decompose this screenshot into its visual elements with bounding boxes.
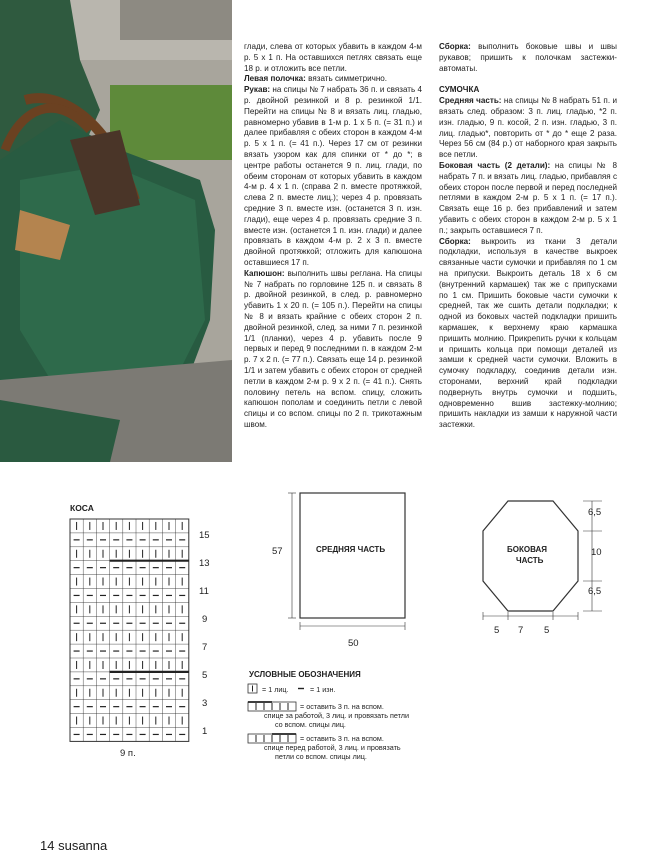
paragraph: глади, слева от которых убавить в каждом 4-м р. 5 х 1 п. На оставшихся петлях связать еще 18 р. и отложить все петли.: [244, 42, 422, 73]
side-width-2: 7: [518, 625, 524, 636]
paragraph: выкроить из ткани 3 детали подкладки, используя в качестве выкроек связанные части сумочки и прибавляя по 1 см на припуски. Выкроить деталь 18 х 6 см (внутренний кармашек) так же с припусками по 1 см. Пришить боковые части сумочки к средней, так же сшить детали подкладки; к одной из боковых частей подкладки пришить кармашек, к верхнему краю кармашка пришить молнию. Прикрепить ручки к кольцам и пришить кольца при помощи деталей из замши к средней части сумочки. Вложить в сумочку подкладку, соединив детали изн. сторонами, верхний край подкладки подвернуть внутрь сумочки и подшить, одновременно вшив застежку-молнию; пришить накладки из замши к наружной части застежки.: [439, 236, 617, 430]
side-part-label-line1: БОКОВАЯ: [507, 545, 547, 554]
legend-cable-back-line: = оставить 3 п. на вспом.: [300, 702, 384, 711]
legend-knit: = 1 лиц.: [262, 685, 289, 694]
chart-width-label: 9 п.: [120, 748, 136, 759]
row-label: 1: [202, 726, 208, 737]
legend-cable-back-line: спице за работой, 3 лиц. и провязать петли: [264, 711, 409, 720]
legend-cable-front-line: = оставить 3 п. на вспом.: [300, 734, 384, 743]
magazine-name: susanna: [58, 838, 108, 853]
paragraph: вязать симметрично.: [305, 74, 388, 84]
side-dim-top: 6,5: [588, 507, 602, 518]
section-heading: Сборка:: [439, 42, 471, 51]
paragraph: на спицы № 7 набрать 36 п. и связать 4 р. двойной резинкой и 8 р. резинкой 1/1. Перейти на спицы № 8 и вязать лиц. гладью, равномерно убавив в 1-м р. 1 х 5 п. (= 31 п.) и далее прибавляя с обеих сторон в каждом 4-м р. 5 х 1 п. (= 41 п.). Через 17 см от резинки вязать узором как для спинки от * до *; в центре работы останется 9 п. лиц. глади, по обеим сторонам от которых убавить в каждом 4-м р. 4 х 1 п. (справа 2 п. вместе протяжкой, слева 2 п. вместе лиц.); через 4 р. провязать средние 3 п. вместе изн. (останется 3 п. изн. глади), еще через 4 р. провязать средние 3 п. вместе изн. (останется 1 п. изн. глади) и далее провязать в каждом 4-м р. 2 х 3 п. вместе двойной протяжкой; отложить для капюшона оставшиеся 17 п.: [244, 85, 422, 267]
bag-title: СУМОЧКА: [439, 85, 480, 95]
middle-part-diagram: [270, 488, 420, 648]
paragraph: выполнить боковые швы и швы рукавов; пришить к полочкам застежки-автоматы.: [439, 42, 617, 73]
page-number: 14: [40, 838, 55, 853]
product-photo: [0, 0, 232, 462]
legend-cable-front-line: петли со вспом. спицы лиц.: [275, 752, 367, 761]
instructions-column-2: [439, 42, 617, 431]
middle-part-height: 57: [272, 546, 283, 557]
legend-cable-front-line: спице перед работой, 3 лиц. и провязать: [264, 743, 401, 752]
row-label: 9: [202, 614, 208, 625]
side-width-3: 5: [544, 625, 550, 636]
middle-part-label: СРЕДНЯЯ ЧАСТЬ: [316, 545, 386, 554]
row-label: 15: [199, 530, 210, 541]
legend-title: УСЛОВНЫЕ ОБОЗНАЧЕНИЯ: [249, 670, 361, 679]
side-width-1: 5: [494, 625, 500, 636]
row-label: 5: [202, 670, 208, 681]
section-heading: Сборка:: [439, 236, 471, 246]
row-label: 11: [199, 586, 209, 597]
section-heading: Средняя часть:: [439, 96, 502, 106]
side-dim-bottom: 6,5: [588, 586, 602, 597]
paragraph: выполнить швы реглана. На спицы № 7 набрать по горловине 125 п. и связать 8 р. двойной резинкой, в след. р. равномерно убавить 1 х 20 п. (= 105 п.). Перейти на спицы № 8 и вязать крайние с обеих сторон 2 п. двойной резинкой, след. за ними 7 п. резинкой 1/1 (планки), через 4 р. убавить после 9 первых и перед 9 последними п. в каждом 2-м р. 7 х 2 п. (= 77 п.). Связать еще 14 р. резинкой 1/1 и затем убавить с обеих сторон от средней петли в каждом 2-м р. 9 х 2 п. (= 41 п.). Снять половину петель на вспом. спицу, сложить капюшон пополам и соединить петли с левой спицы и со вспом. спицы по 2 п. трикотажным швом.: [244, 268, 422, 429]
section-heading: Рукав:: [244, 85, 271, 95]
section-heading: Боковая часть (2 детали):: [439, 160, 551, 170]
legend-cable-back-line: со вспом. спицы лиц.: [275, 720, 346, 729]
paragraph: на спицы № 8 набрать 51 п. и вязать след. образом: 3 п. лиц. гладью, *2 п. изн. гладью, 9 п. косой, 2 п. изн. гладью, 3 п. лиц. гладью*, повторить от * до * еще 2 раза. Через 56 см (84 р.) от наборного края закрыть все петли.: [439, 96, 617, 160]
section-heading: Левая полочка:: [244, 74, 306, 84]
legend-purl: = 1 изн.: [310, 685, 336, 694]
middle-part-width: 50: [348, 638, 359, 649]
side-part-label-line2: ЧАСТЬ: [516, 556, 544, 565]
row-label: 3: [202, 698, 208, 709]
paragraph: на спицы № 8 набрать 7 п. и вязать лиц. гладью, прибавляя с обеих сторон после первой и перед последней петлями в каждом 2-м р. 5 х 1 п. (= 17 п.). Связать еще 16 р. без прибавлений и затем убавить с обеих сторон в каждом 2-м р. 5 х 1 п.; закрыть оставшиеся 7 п.: [439, 160, 617, 235]
chart-title: КОСА: [70, 503, 94, 513]
page-footer: [40, 838, 107, 853]
section-heading: Капюшон:: [244, 268, 285, 278]
knitting-chart: [62, 515, 202, 755]
row-label: 13: [199, 558, 210, 569]
row-label: 7: [202, 642, 208, 653]
instructions-column-1: [244, 42, 422, 431]
side-dim-mid: 10: [591, 547, 602, 558]
